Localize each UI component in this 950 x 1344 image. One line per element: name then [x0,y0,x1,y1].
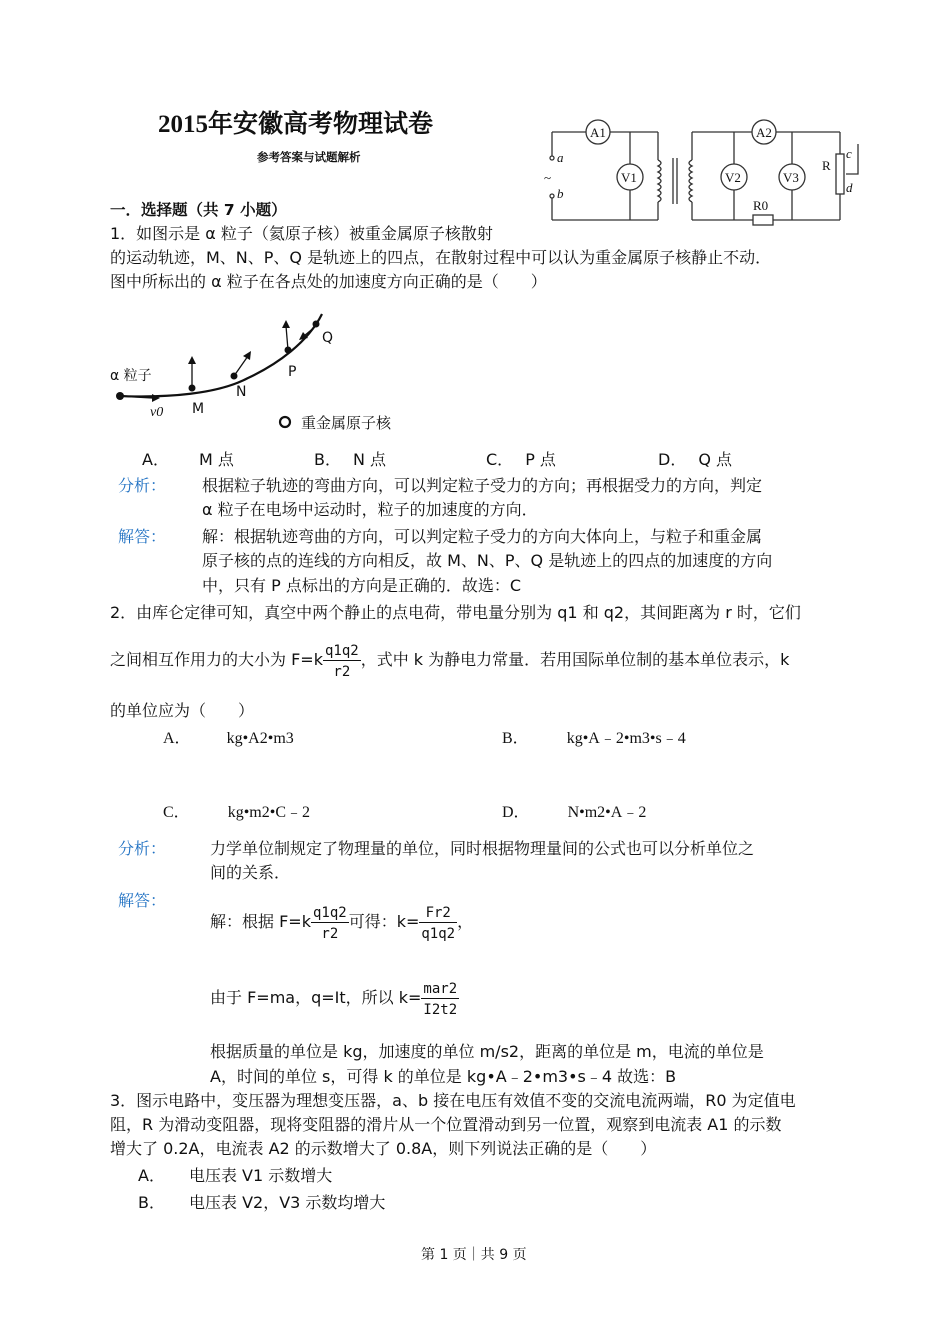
q2-answer-line3: 根据质量的单位是 kg，加速度的单位 m/s2，距离的单位是 m，电流的单位是 [210,1042,764,1061]
q3-option-a[interactable]: A． 电压表 V1 示数增大 [138,1166,333,1185]
terminal-b-label: b [557,186,564,201]
rheostat-r-label: R [822,158,831,173]
q3-stem-line2: 阻，R 为滑动变阻器，现将变阻器的滑片从一个位置滑动到另一位置，观察到电流表 A1 的示数 [110,1115,782,1134]
point-p-label: P [288,364,297,380]
q1-option-a[interactable]: A． M 点 [142,450,234,469]
q2-analysis-label: 分析： [118,839,167,858]
point-m-label: M [192,401,205,417]
q3-option-b[interactable]: B． 电压表 V2，V3 示数均增大 [138,1193,386,1212]
v0-label: v0 [150,405,164,420]
terminal-a-label: a [557,150,564,165]
q2-stem-line1: 2．由库仑定律可知，真空中两个静止的点电荷，带电量分别为 q1 和 q2，其间距离为 r 时，它们 [110,603,801,622]
q2-stem-line2: 之间相互作用力的大小为 F=k $\frac{q1q2}{r2}$ ，式中 k 为静电力常量．若用国际单位制的基本单位表示，k [110,640,789,681]
q2-answer-line2: 由于 F=ma，q=It，所以 k= $\frac{\text{mar2}}{I2t2}$ [210,981,458,1018]
point-n-label: N [236,384,247,400]
voltmeter-v1-label: V1 [621,170,637,185]
q2-analysis-line2: 间的关系． [210,863,291,882]
terminal-d-label: d [846,180,853,195]
voltmeter-v2-label: V2 [725,170,741,185]
nucleus-label: 重金属原子核 [301,414,392,432]
q1-stem-line2: 的运动轨迹，M、N、P、Q 是轨迹上的四点，在散射过程中可以认为重金属原子核静止不动． [110,248,772,267]
q1-option-b[interactable]: B． N 点 [314,450,387,469]
q1-analysis-label: 分析： [118,476,167,495]
q1-analysis-line2: α 粒子在电场中运动时，粒子的加速度的方向． [202,500,538,519]
q2-frac-numerator: q1q2 [324,643,359,659]
page-subtitle: 参考答案与试题解析 [257,150,361,164]
terminal-c-label: c [846,146,852,161]
q2-answer-line4: A，时间的单位 s，可得 k 的单位是 kg•A﹣2•m3•s﹣4 故选：B [210,1067,677,1086]
q1-option-c[interactable]: C． P 点 [486,450,556,469]
q1-answer-line1: 解：根据轨迹弯曲的方向，可以判定粒子受力的方向大体向上，与粒子和重金属 [202,527,763,546]
point-q-label: Q [322,330,334,346]
q1-stem-line3: 图中所标出的 α 粒子在各点处的加速度方向正确的是（ ） [110,272,547,291]
ac-source-symbol: ~ [544,170,552,185]
ammeter-a2-label: A2 [756,125,772,140]
q1-answer-line3: 中，只有 P 点标出的方向是正确的．故选：C [202,576,521,595]
section-heading: 一．选择题（共 7 小题） [110,201,287,219]
q2-answer-label: 解答： [118,891,167,910]
alpha-particle-label: α 粒子 [110,368,152,384]
page-title: 2015年安徽高考物理试卷 [158,111,434,138]
page-footer: 第 1 页｜共 9 页 [421,1247,527,1263]
q2-stem-line3: 的单位应为（ ） [110,701,255,720]
q3-stem-line3: 增大了 0.2A，电流表 A2 的示数增大了 0.8A，则下列说法正确的是（ ） [110,1139,657,1158]
resistor-r0-label: R0 [753,198,769,213]
q2-option-a[interactable]: A． kg•A2•m3 [163,730,294,747]
voltmeter-v3-label: V3 [783,170,799,185]
q3-stem-line1: 3．图示电路中，变压器为理想变压器，a、b 接在电压有效值不变的交流电流两端，R0 为定值电 [110,1091,796,1110]
q1-stem-line1: 1．如图示是 α 粒子（氦原子核）被重金属原子核散射 [110,224,493,243]
q2-option-b[interactable]: B． kg•A﹣2•m3•s﹣4 [502,730,686,747]
q1-analysis-line1: 根据粒子轨迹的弯曲方向，可以判定粒子受力的方向；再根据受力的方向，判定 [202,476,763,495]
q2-analysis-line1: 力学单位制规定了物理量的单位，同时根据物理量间的公式也可以分析单位之 [210,839,755,858]
q1-option-d[interactable]: D． Q 点 [658,450,733,469]
q1-answer-label: 解答： [118,527,167,546]
q2-frac-denominator: r2 [333,664,351,680]
q2-answer-line1: 解：根据 F=k $\frac{q1q2}{r2}$ 可得：k= $\frac{Fr2}{q1q2}$ ， [210,905,474,942]
ammeter-a1-label: A1 [590,125,606,140]
q1-trajectory-figure [108,312,428,437]
q2-option-c[interactable]: C． kg•m2•C﹣2 [163,804,311,821]
q1-answer-line2: 原子核的点的连线的方向相反，故 M、N、P、Q 是轨迹上的四点的加速度的方向 [202,551,773,570]
circuit-diagram [540,112,870,232]
q2-option-d[interactable]: D． N•m2•A﹣2 [502,804,647,821]
